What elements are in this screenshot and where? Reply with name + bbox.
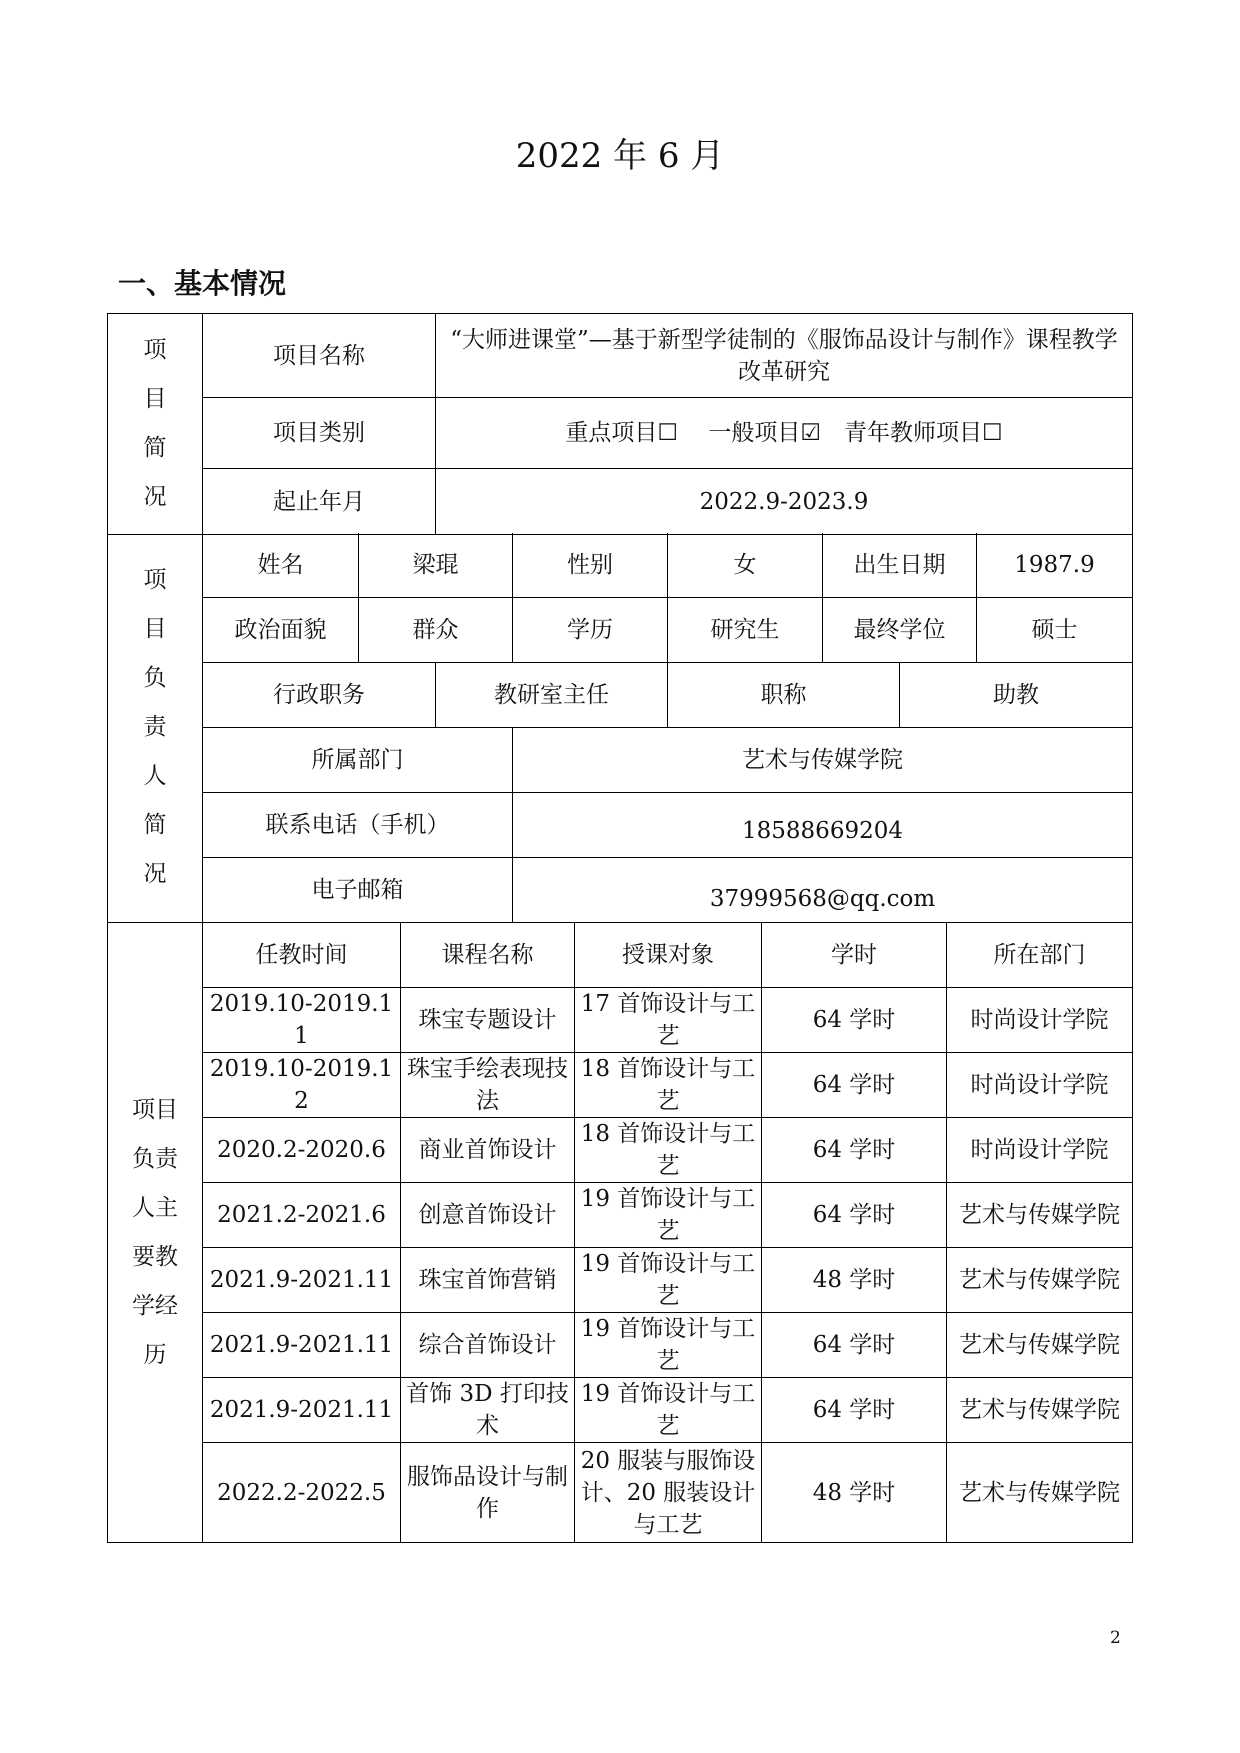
title-label: 职称 — [668, 663, 900, 728]
email-value: 37999568@qq.com — [513, 858, 1133, 923]
cell-audience: 18 首饰设计与工艺 — [575, 1118, 762, 1183]
teaching-label — [108, 923, 203, 1543]
leader-info-table — [107, 533, 1133, 923]
cell-hours: 48 学时 — [762, 1248, 947, 1313]
cell-course: 服饰品设计与制作 — [401, 1443, 575, 1543]
gender-label: 性别 — [513, 533, 668, 598]
header-course: 课程名称 — [401, 923, 575, 988]
cell-period: 2020.2-2020.6 — [203, 1118, 401, 1183]
leader-label — [108, 533, 203, 923]
cell-audience: 19 首饰设计与工艺 — [575, 1313, 762, 1378]
degree-label: 最终学位 — [823, 598, 977, 663]
cell-department: 艺术与传媒学院 — [947, 1378, 1133, 1443]
phone-label: 联系电话（手机） — [203, 793, 513, 858]
cell-course: 珠宝首饰营销 — [401, 1248, 575, 1313]
cell-audience: 19 首饰设计与工艺 — [575, 1378, 762, 1443]
table-row — [203, 1183, 1133, 1248]
table-row — [203, 1378, 1133, 1443]
project-name-label: 项目名称 — [203, 314, 436, 398]
header-audience: 授课对象 — [575, 923, 762, 988]
admin-post-label: 行政职务 — [203, 663, 436, 728]
cell-department: 时尚设计学院 — [947, 1053, 1133, 1118]
project-period-value: 2022.9-2023.9 — [436, 469, 1133, 535]
birthdate-label: 出生日期 — [823, 533, 977, 598]
cell-course: 首饰 3D 打印技术 — [401, 1378, 575, 1443]
cell-period: 2021.2-2021.6 — [203, 1183, 401, 1248]
label-line: 项目 — [132, 1096, 178, 1123]
label-line: 要教 — [132, 1243, 178, 1270]
label-char: 负 — [143, 665, 167, 691]
cell-audience: 18 首饰设计与工艺 — [575, 1053, 762, 1118]
table-row — [203, 1118, 1133, 1183]
table-row — [203, 1248, 1133, 1313]
label-char: 目 — [143, 386, 167, 412]
cell-department: 时尚设计学院 — [947, 988, 1133, 1053]
cell-hours: 64 学时 — [762, 1183, 947, 1248]
title-value: 助教 — [900, 663, 1133, 728]
cell-audience: 20 服装与服饰设计、20 服装设计与工艺 — [575, 1443, 762, 1543]
gender-value: 女 — [668, 533, 823, 598]
cell-audience: 19 首饰设计与工艺 — [575, 1183, 762, 1248]
teaching-experience-table — [107, 923, 1133, 1543]
project-overview-table — [107, 313, 1133, 535]
cell-hours: 64 学时 — [762, 1053, 947, 1118]
cell-period: 2022.2-2022.5 — [203, 1443, 401, 1543]
label-char: 况 — [143, 484, 167, 510]
cell-course: 综合首饰设计 — [401, 1313, 575, 1378]
cell-hours: 48 学时 — [762, 1443, 947, 1543]
cell-course: 创意首饰设计 — [401, 1183, 575, 1248]
label-line: 学经 — [132, 1292, 178, 1319]
cell-course: 商业首饰设计 — [401, 1118, 575, 1183]
cell-course: 珠宝手绘表现技法 — [401, 1053, 575, 1118]
label-char: 项 — [143, 567, 167, 593]
cell-period: 2019.10-2019.11 — [203, 988, 401, 1053]
cell-course: 珠宝专题设计 — [401, 988, 575, 1053]
cell-department: 艺术与传媒学院 — [947, 1443, 1133, 1543]
header-department: 所在部门 — [947, 923, 1133, 988]
header-period: 任教时间 — [203, 923, 401, 988]
cell-hours: 64 学时 — [762, 1378, 947, 1443]
label-line: 历 — [143, 1341, 167, 1368]
label-char: 况 — [143, 861, 167, 887]
name-label: 姓名 — [203, 533, 359, 598]
cell-department: 艺术与传媒学院 — [947, 1313, 1133, 1378]
birthdate-value: 1987.9 — [977, 533, 1133, 598]
cell-hours: 64 学时 — [762, 988, 947, 1053]
label-char: 简 — [143, 435, 167, 461]
admin-post-value: 教研室主任 — [436, 663, 668, 728]
label-line: 人主 — [132, 1194, 178, 1221]
label-char: 目 — [143, 616, 167, 642]
label-char: 人 — [143, 763, 167, 789]
section-heading: 一、基本情况 — [118, 267, 287, 300]
department-value: 艺术与传媒学院 — [513, 728, 1133, 793]
department-label: 所属部门 — [203, 728, 513, 793]
table-row — [203, 1443, 1133, 1543]
project-period-label: 起止年月 — [203, 469, 436, 535]
education-value: 研究生 — [668, 598, 823, 663]
project-category-value: 重点项目☐ 一般项目☑ 青年教师项目☐ — [436, 398, 1133, 469]
project-name-value: “大师进课堂”—基于新型学徒制的《服饰品设计与制作》课程教学改革研究 — [436, 314, 1133, 398]
label-line: 负责 — [132, 1145, 178, 1172]
education-label: 学历 — [513, 598, 668, 663]
cell-hours: 64 学时 — [762, 1118, 947, 1183]
degree-value: 硕士 — [977, 598, 1133, 663]
teaching-header-row — [203, 923, 1133, 988]
cell-audience: 17 首饰设计与工艺 — [575, 988, 762, 1053]
table-row — [203, 988, 1133, 1053]
page-number: 2 — [1110, 1628, 1121, 1648]
cell-department: 时尚设计学院 — [947, 1118, 1133, 1183]
label-char: 项 — [143, 337, 167, 363]
overview-label — [108, 314, 203, 535]
political-label: 政治面貌 — [203, 598, 359, 663]
cell-period: 2021.9-2021.11 — [203, 1378, 401, 1443]
email-label: 电子邮箱 — [203, 858, 513, 923]
phone-value: 18588669204 — [513, 793, 1133, 858]
name-value: 梁琨 — [359, 533, 513, 598]
cell-department: 艺术与传媒学院 — [947, 1183, 1133, 1248]
cell-audience: 19 首饰设计与工艺 — [575, 1248, 762, 1313]
cell-period: 2021.9-2021.11 — [203, 1313, 401, 1378]
cell-department: 艺术与传媒学院 — [947, 1248, 1133, 1313]
cell-hours: 64 学时 — [762, 1313, 947, 1378]
cell-period: 2021.9-2021.11 — [203, 1248, 401, 1313]
cell-period: 2019.10-2019.12 — [203, 1053, 401, 1118]
project-category-label: 项目类别 — [203, 398, 436, 469]
label-char: 责 — [143, 714, 167, 740]
label-char: 简 — [143, 812, 167, 838]
table-row — [203, 1313, 1133, 1378]
table-row — [203, 1053, 1133, 1118]
political-value: 群众 — [359, 598, 513, 663]
header-hours: 学时 — [762, 923, 947, 988]
document-date-title: 2022 年 6 月 — [515, 136, 725, 176]
